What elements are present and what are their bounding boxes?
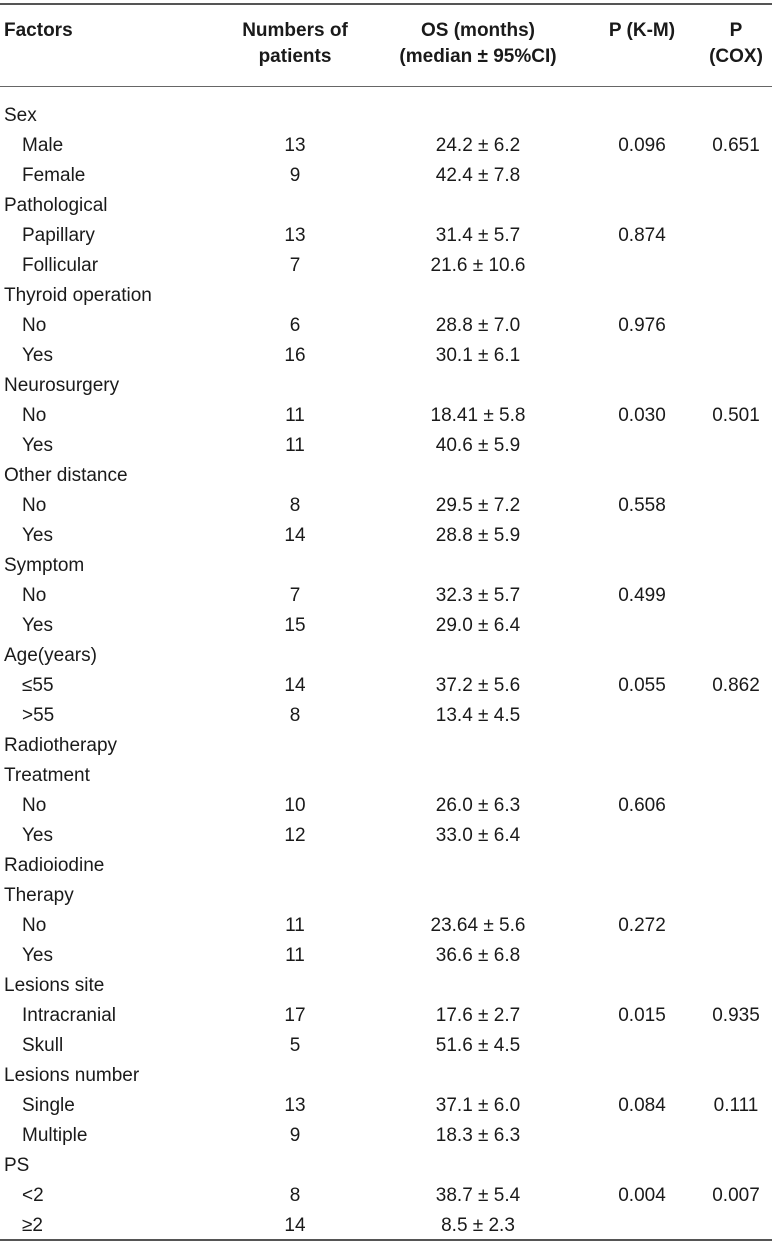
factor-cell: ≤55	[22, 675, 54, 696]
table-row	[0, 341, 772, 371]
table-group-row	[0, 1151, 772, 1181]
patients-cell: 7	[289, 255, 301, 276]
os-cell: 28.8 ± 5.9	[435, 525, 521, 546]
patients-cell: 7	[289, 585, 301, 606]
table-row	[0, 131, 772, 161]
os-cell: 17.6 ± 2.7	[435, 1005, 521, 1026]
table-row	[0, 1121, 772, 1151]
factor-cell: No	[22, 315, 47, 336]
factor-cell: Multiple	[22, 1125, 88, 1146]
os-cell: 36.6 ± 6.8	[435, 945, 521, 966]
table-row	[0, 401, 772, 431]
p-km-cell: 0.558	[618, 495, 666, 516]
factor-cell: <2	[22, 1185, 44, 1206]
p-cox-cell: 0.935	[712, 1005, 760, 1026]
factor-cell: Radioiodine	[4, 855, 105, 876]
factor-cell: Intracranial	[22, 1005, 116, 1026]
table-row	[0, 431, 772, 461]
p-km-cell: 0.015	[618, 1005, 666, 1026]
patients-cell: 11	[285, 915, 305, 936]
os-cell: 32.3 ± 5.7	[435, 585, 521, 606]
os-cell: 24.2 ± 6.2	[435, 135, 521, 156]
p-km-cell: 0.874	[618, 225, 666, 246]
p-cox-cell: 0.862	[712, 675, 760, 696]
factor-cell: Follicular	[22, 255, 99, 276]
p-km-cell: 0.096	[618, 135, 666, 156]
table-group-row	[0, 101, 772, 131]
factor-cell: Neurosurgery	[4, 375, 120, 396]
patients-cell: 13	[284, 225, 306, 246]
table-group-row	[0, 731, 772, 761]
p-cox-cell: 0.111	[713, 1095, 759, 1116]
os-cell: 18.3 ± 6.3	[435, 1125, 521, 1146]
table-row	[0, 581, 772, 611]
factor-cell: Yes	[22, 825, 53, 846]
table-row	[0, 821, 772, 851]
os-cell: 51.6 ± 4.5	[435, 1035, 521, 1056]
factor-cell: No	[22, 915, 47, 936]
patients-cell: 14	[284, 1215, 306, 1236]
factor-cell: Thyroid operation	[4, 285, 152, 306]
factor-cell: PS	[4, 1155, 30, 1176]
factor-cell: Sex	[4, 105, 37, 126]
factor-cell: ≥2	[22, 1215, 43, 1236]
factor-cell: Female	[22, 165, 86, 186]
factor-cell: No	[22, 795, 47, 816]
patients-cell: 9	[289, 1125, 301, 1146]
p-km-cell: 0.272	[618, 915, 666, 936]
table-row	[0, 1091, 772, 1121]
table-row	[0, 311, 772, 341]
table-header-rule	[0, 86, 772, 87]
factor-cell: Lesions site	[4, 975, 105, 996]
table-group-row	[0, 191, 772, 221]
patients-cell: 5	[289, 1035, 301, 1056]
patients-cell: 15	[284, 615, 306, 636]
patients-cell: 8	[289, 1185, 301, 1206]
factor-cell: No	[22, 405, 47, 426]
table-row	[0, 1001, 772, 1031]
os-cell: 28.8 ± 7.0	[435, 315, 521, 336]
os-cell: 38.7 ± 5.4	[435, 1185, 521, 1206]
os-cell: 29.5 ± 7.2	[435, 495, 521, 516]
factor-cell: Yes	[22, 435, 53, 456]
patients-cell: 11	[285, 435, 305, 456]
os-cell: 18.41 ± 5.8	[430, 405, 526, 426]
table-group-row	[0, 281, 772, 311]
patients-cell: 6	[289, 315, 301, 336]
factor-cell: Yes	[22, 525, 53, 546]
table-group-row	[0, 1061, 772, 1091]
patients-cell: 13	[284, 1095, 306, 1116]
os-cell: 26.0 ± 6.3	[435, 795, 521, 816]
factor-cell: Yes	[22, 615, 53, 636]
os-cell: 42.4 ± 7.8	[435, 165, 521, 186]
table-row	[0, 671, 772, 701]
header-factors: Factors	[4, 20, 73, 41]
patients-cell: 8	[289, 495, 301, 516]
table-bottom-rule	[0, 1239, 772, 1241]
factor-cell: >55	[22, 705, 55, 726]
os-cell: 33.0 ± 6.4	[435, 825, 521, 846]
factor-cell: Symptom	[4, 555, 85, 576]
factor-cell: Male	[22, 135, 64, 156]
p-km-cell: 0.976	[618, 315, 666, 336]
header-p-km: P (K-M)	[608, 20, 676, 41]
patients-cell: 13	[284, 135, 306, 156]
patients-cell: 12	[284, 825, 306, 846]
os-cell: 29.0 ± 6.4	[435, 615, 521, 636]
factor-cell: Yes	[22, 345, 53, 366]
table-row	[0, 251, 772, 281]
header-p-cox: P (COX)	[709, 20, 763, 67]
os-cell: 23.64 ± 5.6	[430, 915, 526, 936]
table-row	[0, 791, 772, 821]
p-cox-cell: 0.651	[712, 135, 760, 156]
os-cell: 13.4 ± 4.5	[435, 705, 521, 726]
factor-cell: Papillary	[22, 225, 95, 246]
factor-cell: Other distance	[4, 465, 128, 486]
factor-cell: Therapy	[4, 885, 74, 906]
factor-cell: Skull	[22, 1035, 64, 1056]
table-row	[0, 1211, 772, 1241]
p-km-cell: 0.606	[618, 795, 666, 816]
table-row	[0, 1181, 772, 1211]
p-km-cell: 0.055	[618, 675, 666, 696]
os-cell: 21.6 ± 10.6	[430, 255, 526, 276]
table-group-row	[0, 851, 772, 881]
factor-cell: Age(years)	[4, 645, 97, 666]
factor-cell: No	[22, 495, 47, 516]
header-os-months: OS (months) (median ± 95%CI)	[399, 20, 557, 67]
patients-cell: 10	[284, 795, 306, 816]
patients-cell: 11	[285, 945, 305, 966]
table-row	[0, 701, 772, 731]
factor-cell: Radiotherapy	[4, 735, 118, 756]
os-cell: 31.4 ± 5.7	[435, 225, 521, 246]
table-group-row	[0, 461, 772, 491]
p-km-cell: 0.084	[618, 1095, 666, 1116]
os-cell: 37.2 ± 5.6	[435, 675, 521, 696]
patients-cell: 16	[284, 345, 306, 366]
factor-cell: Treatment	[4, 765, 90, 786]
table-group-row	[0, 551, 772, 581]
factor-cell: Lesions number	[4, 1065, 140, 1086]
factor-cell: No	[22, 585, 47, 606]
table-body	[0, 101, 772, 1241]
patients-cell: 14	[284, 675, 306, 696]
table-row	[0, 611, 772, 641]
factor-cell: Single	[22, 1095, 75, 1116]
table-group-row	[0, 761, 772, 791]
table-top-rule	[0, 3, 772, 5]
p-cox-cell: 0.501	[712, 405, 760, 426]
table-row	[0, 491, 772, 521]
table-group-row	[0, 641, 772, 671]
p-km-cell: 0.030	[618, 405, 666, 426]
factor-cell: Pathological	[4, 195, 108, 216]
table-group-row	[0, 881, 772, 911]
os-cell: 8.5 ± 2.3	[441, 1215, 515, 1236]
p-km-cell: 0.004	[618, 1185, 666, 1206]
patients-cell: 9	[289, 165, 301, 186]
patients-cell: 17	[284, 1005, 306, 1026]
table-row	[0, 221, 772, 251]
table-row	[0, 941, 772, 971]
table-group-row	[0, 971, 772, 1001]
os-cell: 37.1 ± 6.0	[435, 1095, 521, 1116]
header-number-of-patients: Numbers of patients	[242, 20, 348, 67]
factor-cell: Yes	[22, 945, 53, 966]
table-group-row	[0, 371, 772, 401]
patients-cell: 8	[289, 705, 301, 726]
table-row	[0, 1031, 772, 1061]
p-km-cell: 0.499	[618, 585, 666, 606]
table-row	[0, 161, 772, 191]
os-cell: 30.1 ± 6.1	[435, 345, 521, 366]
p-cox-cell: 0.007	[712, 1185, 760, 1206]
os-cell: 40.6 ± 5.9	[435, 435, 521, 456]
table-row	[0, 911, 772, 941]
patients-cell: 11	[285, 405, 305, 426]
table-header	[0, 8, 772, 84]
patients-cell: 14	[284, 525, 306, 546]
table-row	[0, 521, 772, 551]
